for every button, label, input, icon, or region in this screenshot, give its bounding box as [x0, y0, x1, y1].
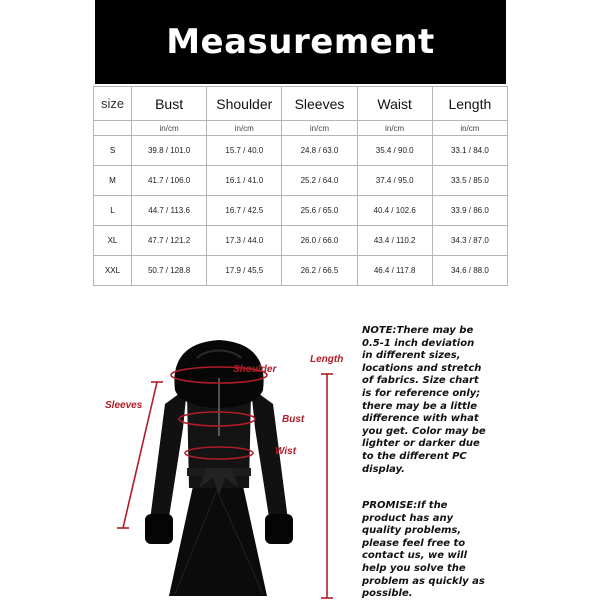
value-cell: 46.4 / 117.8 [357, 256, 432, 286]
size-cell: M [94, 166, 132, 196]
value-cell: 24.8 / 63.0 [282, 136, 357, 166]
value-cell: 26.0 / 66.0 [282, 226, 357, 256]
size-cell: S [94, 136, 132, 166]
column-header-waist: Waist [357, 87, 432, 121]
size-cell: XXL [94, 256, 132, 286]
value-cell: 37.4 / 95.0 [357, 166, 432, 196]
coat-skirt [169, 486, 267, 596]
size-cell: XL [94, 226, 132, 256]
value-cell: 16.7 / 42.5 [207, 196, 282, 226]
right-sleeve [251, 388, 289, 530]
table-header-row [94, 87, 508, 121]
column-header-length: Length [432, 87, 507, 121]
value-cell: 15.7 / 40.0 [207, 136, 282, 166]
value-cell: 33.9 / 86.0 [432, 196, 507, 226]
value-cell: 26.2 / 66.5 [282, 256, 357, 286]
value-cell: 35.4 / 90.0 [357, 136, 432, 166]
column-header-sleeves: Sleeves [282, 87, 357, 121]
value-cell: 34.6 / 88.0 [432, 256, 507, 286]
sleeves-label: Sleeves [105, 400, 143, 411]
table-row [94, 196, 508, 226]
value-cell: 44.7 / 113.6 [132, 196, 207, 226]
shoulder-label: Shoulder [233, 364, 277, 375]
unit-cell: in/cm [132, 121, 207, 136]
value-cell: 39.8 / 101.0 [132, 136, 207, 166]
unit-cell: in/cm [357, 121, 432, 136]
value-cell: 33.1 / 84.0 [432, 136, 507, 166]
value-cell: 33.5 / 85.0 [432, 166, 507, 196]
bust-label: Bust [282, 414, 305, 425]
unit-cell: in/cm [282, 121, 357, 136]
value-cell: 47.7 / 121.2 [132, 226, 207, 256]
value-cell: 41.7 / 106.0 [132, 166, 207, 196]
value-cell: 25.2 / 64.0 [282, 166, 357, 196]
garment-diagram [95, 318, 355, 600]
size-column-header: size [94, 87, 132, 121]
unit-row [94, 121, 508, 136]
unit-cell: in/cm [432, 121, 507, 136]
value-cell: 50.7 / 128.8 [132, 256, 207, 286]
size-cell: L [94, 196, 132, 226]
table-row [94, 226, 508, 256]
unit-cell-empty [94, 121, 132, 136]
size-chart-table [93, 86, 508, 286]
left-sleeve [149, 388, 187, 530]
value-cell: 16.1 / 41.0 [207, 166, 282, 196]
table-row [94, 256, 508, 286]
value-cell: 34.3 / 87.0 [432, 226, 507, 256]
right-fur-cuff [265, 514, 293, 544]
column-header-shoulder: Shoulder [207, 87, 282, 121]
value-cell: 17.3 / 44.0 [207, 226, 282, 256]
value-cell: 40.4 / 102.6 [357, 196, 432, 226]
title-banner [95, 0, 506, 84]
promise-text: PROMISE:If the product has any quality problems, please feel free to contact us, we will help you solve the problem as quickly as possible. [362, 500, 485, 600]
value-cell: 17.9 / 45.5 [207, 256, 282, 286]
waist-label: Wist [275, 446, 297, 457]
value-cell: 43.4 / 110.2 [357, 226, 432, 256]
table-row [94, 136, 508, 166]
page-title: Measurement [166, 22, 435, 62]
column-header-bust: Bust [132, 87, 207, 121]
value-cell: 25.6 / 65.0 [282, 196, 357, 226]
note-text: NOTE:There may be 0.5-1 inch deviation in different sizes, locations and stretch of fabrics. Size chart is for reference only; there may be a little difference with what you get. Color may be lighter or darker due to the different PC display. [362, 325, 486, 475]
table-row [94, 166, 508, 196]
unit-cell: in/cm [207, 121, 282, 136]
length-label: Length [310, 354, 344, 365]
left-fur-cuff [145, 514, 173, 544]
